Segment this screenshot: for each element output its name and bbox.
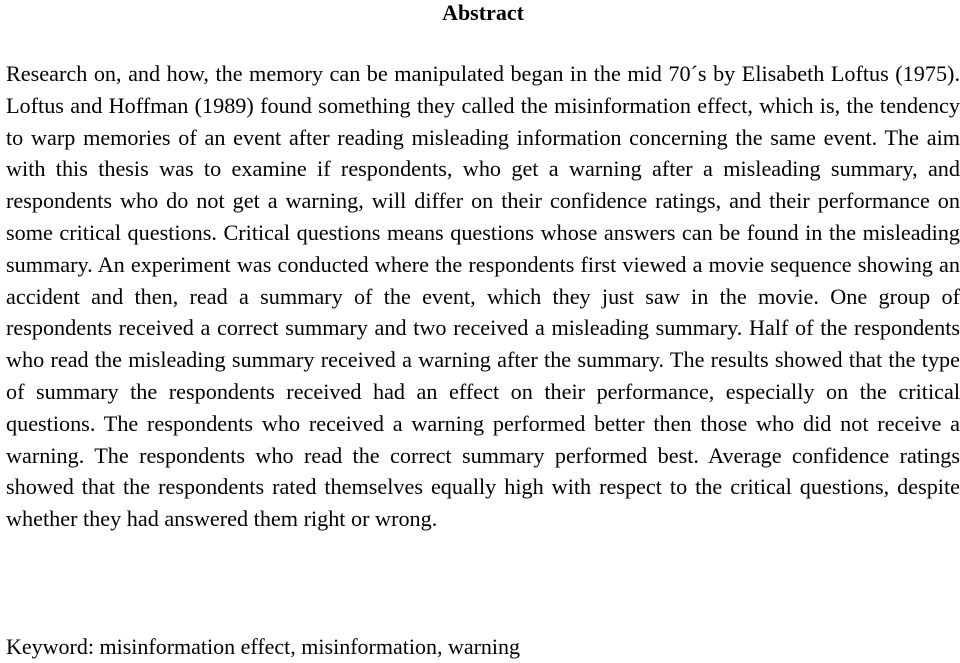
keyword-line [6, 631, 520, 662]
abstract-body: Research on, and how, the memory can be manipulated began in the mid 70´s by Elisabeth Loftus (1975). Loftus and Hoffman (1989) found something they called the misinformation effect, which is, the tendency to warp memories of an event after reading misleading information concerning the same event. The aim with this thesis was to examine if respondents, who get a warning after a misleading summary, and respondents who do not get a warning, will differ on their confidence ratings, and their performance on some critical questions. Critical questions means questions whose answers can be found in the misleading summary. An experiment was conducted where the respondents first viewed a movie sequence showing an accident and then, read a summary of the event, which they just saw in the movie. One group of respondents received a correct summary and two received a misleading summary. Half of the respondents who read the misleading summary received a warning after the summary. The results showed that the type of summary the respondents received had an effect on their performance, especially on the critical questions. The respondents who received a warning performed better then those who did not receive a warning. The respondents who read the correct summary performed best. Average confidence ratings showed that the respondents rated themselves equally high with respect to the critical questions, despite whether they had answered them right or wrong. [6, 61, 960, 532]
abstract-page [6, 0, 960, 663]
keyword-list: misinformation effect, misinformation, warning [99, 634, 521, 659]
keyword-label: Keyword: [6, 634, 94, 659]
abstract-title: Abstract [442, 0, 524, 25]
